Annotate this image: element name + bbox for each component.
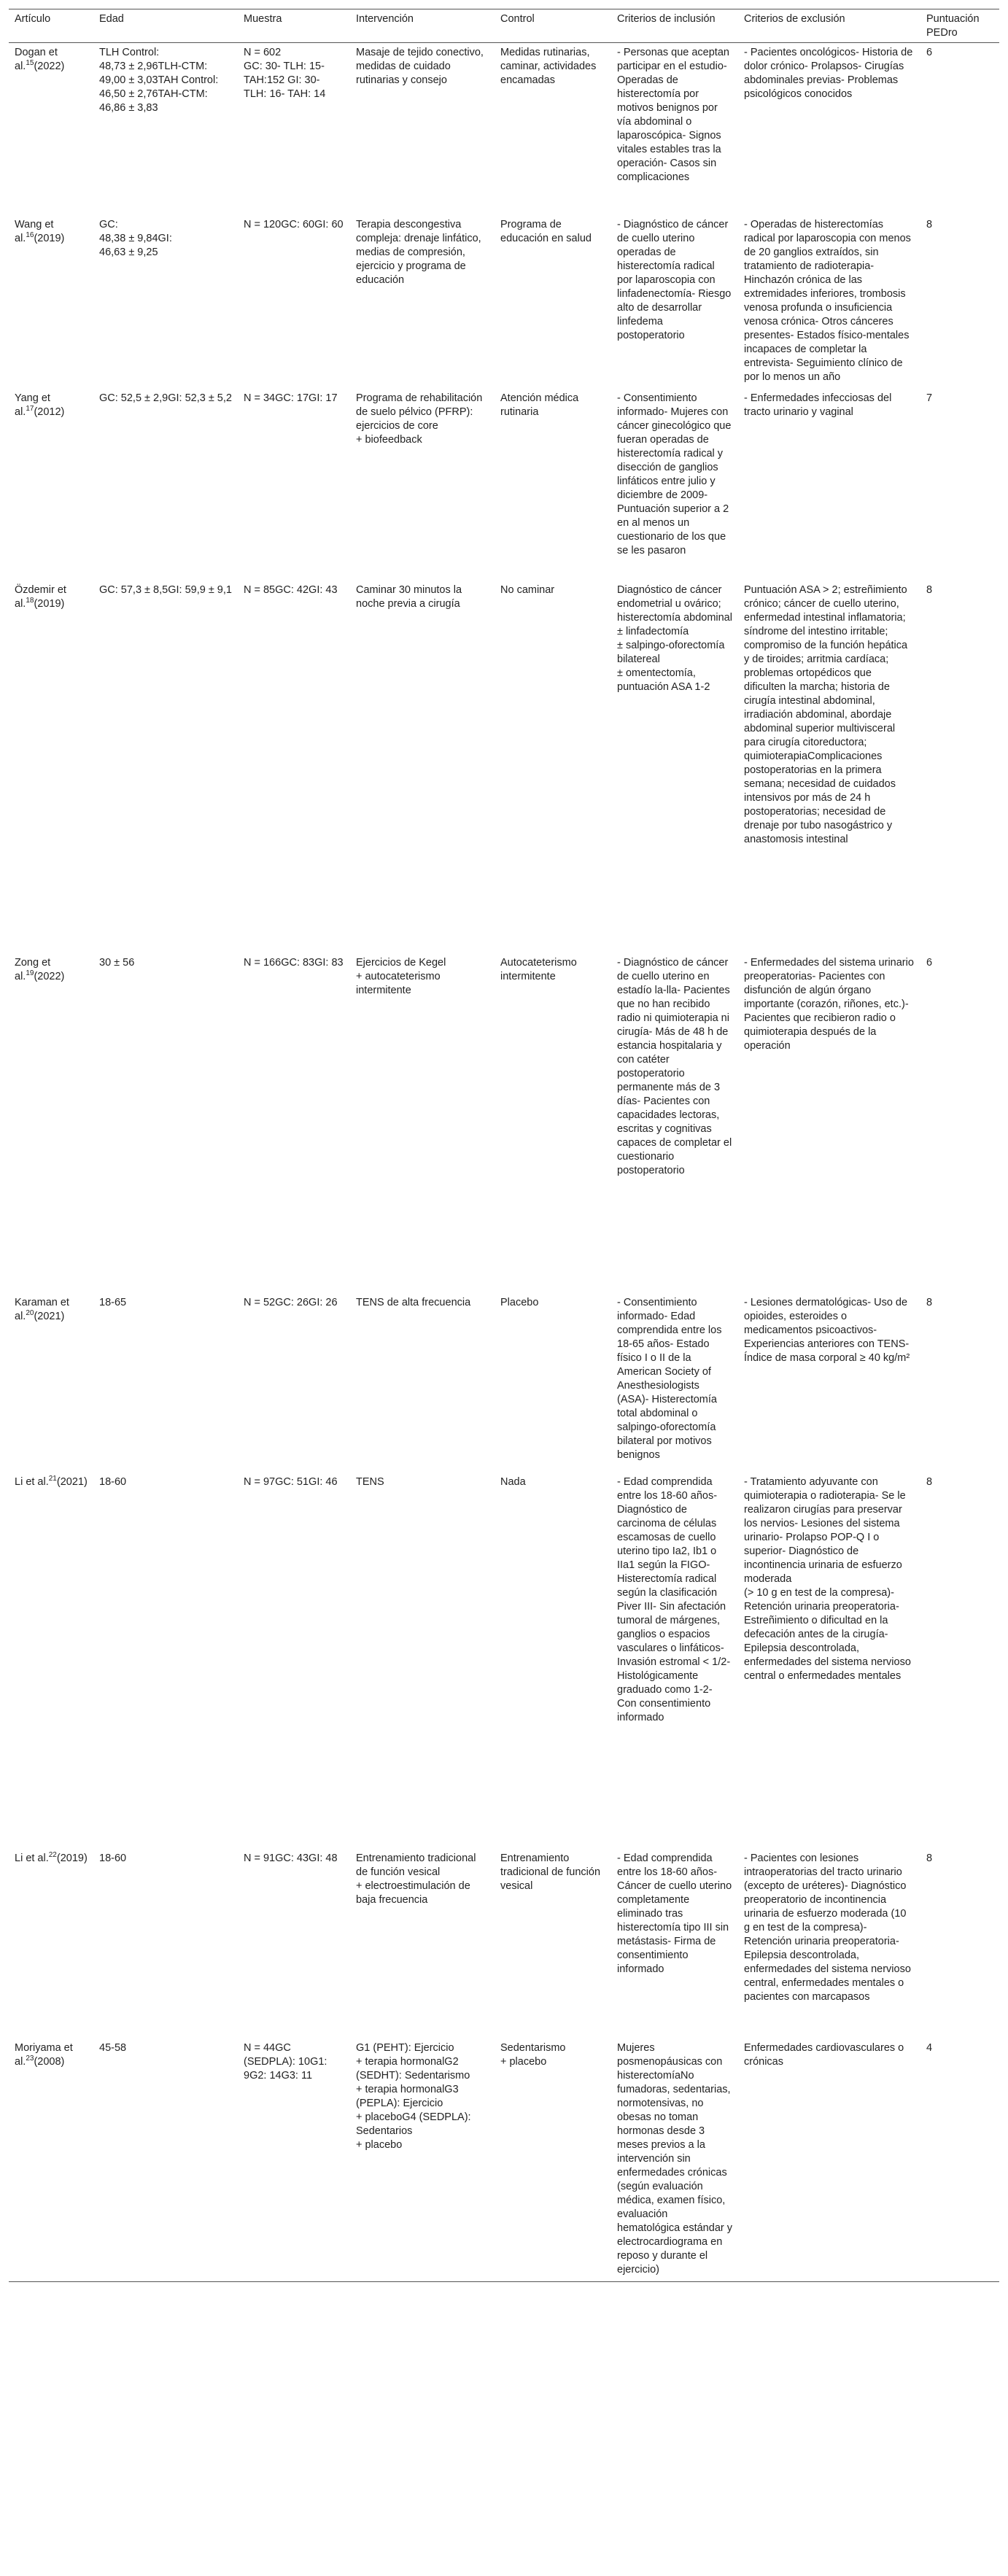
cell-criterios-exclusion: - Enfermedades infecciosas del tracto urinario y vaginal xyxy=(744,392,892,418)
cell-articulo xyxy=(9,953,93,1293)
cell-criterios-exclusion: - Lesiones dermatológicas- Uso de opioides, esteroides o medicamentos psicoactivos- Experiencias anteriores con TENS- Índice de masa corporal ≥ 40 kg/m² xyxy=(744,1296,910,1364)
cell-articulo xyxy=(9,2038,93,2282)
cell-criterios-exclusion: - Enfermedades del sistema urinario preoperatorias- Pacientes con disfunción de algún órgano importante (corazón, riñones, etc.)- Pacientes que recibieron radio o quimioterapia después de la operación xyxy=(744,956,914,1052)
table-row xyxy=(9,389,999,581)
cell-edad: TLH Control: 48,73 ± 2,96TLH-CTM: 49,00 ± 3,03TAH Control: 46,50 ± 2,76TAH-CTM: 46,86 ± 3,83 xyxy=(99,47,219,114)
cell-articulo xyxy=(9,1293,93,1473)
reference-number: 22 xyxy=(48,1850,57,1859)
cell-criterios-exclusion: - Tratamiento adyuvante con quimioterapia o radioterapia- Se le realizaron cirugías para preservar los nervios- Lesiones del sistema urinario- Prolapso POP-Q I o superior- Diagnóstico de incontinencia urinaria de esfuerzo moderada (> 10 g en test de la compresa)- Retención urinaria preoperatoria- Estreñimiento o dificultad en la defecación antes de la cirugía- Epilepsia descontrolada, enfermedades del sistema nervioso central o enfermedades mentales xyxy=(744,1475,911,1682)
cell-control: No caminar xyxy=(500,583,555,596)
cell-criterios-inclusion: - Consentimiento informado- Edad comprendida entre los 18-65 años- Estado físico I o II de la American Society of Anesthesiologists (ASA)- Histerectomía total abdominal o salpingo-oforectomía bilateral por motivos benignos xyxy=(617,1296,722,1461)
cell-puntuacion-pedro: 6 xyxy=(926,956,933,969)
cell-control: Entrenamiento tradicional de función vesical xyxy=(500,1852,601,1892)
cell-control: Nada xyxy=(500,1475,526,1488)
header-puntuacion-pedro: Puntuación PEDro xyxy=(920,9,999,43)
reference-number: 15 xyxy=(26,59,34,68)
cell-articulo xyxy=(9,1473,93,1849)
header-intervencion: Intervención xyxy=(350,9,495,43)
cell-muestra: N = 52GC: 26GI: 26 xyxy=(244,1296,338,1308)
table-row xyxy=(9,1849,999,2038)
author-text: Yang et al. xyxy=(15,392,50,418)
cell-articulo xyxy=(9,43,93,215)
cell-intervencion: Terapia descongestiva compleja: drenaje linfático, medias de compresión, ejercicio y programa de educación xyxy=(356,218,481,286)
reference-number: 20 xyxy=(26,1308,34,1317)
reference-number: 21 xyxy=(48,1474,57,1483)
author-text: Zong et al. xyxy=(15,956,51,982)
header-muestra: Muestra xyxy=(238,9,350,43)
cell-control: Placebo xyxy=(500,1296,539,1308)
author-text: Wang et al. xyxy=(15,218,54,244)
table-header-row xyxy=(9,9,999,43)
year-text: (2021) xyxy=(56,1475,88,1488)
table-row xyxy=(9,215,999,389)
year-text: (2019) xyxy=(56,1852,88,1864)
cell-puntuacion-pedro: 8 xyxy=(926,1296,933,1308)
cell-intervencion: Programa de rehabilitación de suelo pélvico (PFRP): ejercicios de core + biofeedback xyxy=(356,392,483,446)
cell-criterios-inclusion: - Diagnóstico de cáncer de cuello uterino operadas de histerectomía radical por laparoscopia con linfadenectomía- Riesgo alto de desarrollar linfedema postoperatorio xyxy=(617,218,732,341)
year-text: (2021) xyxy=(34,1310,65,1322)
cell-control: Programa de educación en salud xyxy=(500,218,592,244)
year-text: (2022) xyxy=(34,61,65,72)
reference-number: 16 xyxy=(26,230,34,239)
year-text: (2019) xyxy=(34,597,65,610)
cell-articulo xyxy=(9,215,93,389)
cell-control: Autocateterismo intermitente xyxy=(500,956,577,982)
cell-intervencion: Caminar 30 minutos la noche previa a cirugía xyxy=(356,583,462,610)
cell-criterios-inclusion: - Personas que aceptan participar en el estudio- Operadas de histerectomía por motivos benignos por vía abdominal o laparoscópica- Signos vitales estables tras la operación- Casos sin complicaciones xyxy=(617,47,729,183)
cell-criterios-exclusion: - Operadas de histerectomías radical por laparoscopia con menos de 20 ganglios extraídos, sin tratamiento de radioterapia- Hinchazón crónica de las extremidades inferiores, trombosis venosa profunda o insuficiencia venosa crónica- Otros cánceres presentes- Estados físico-mentales incapaces de completar la entrevista- Seguimiento clínico de por lo menos un año xyxy=(744,218,911,383)
table-row xyxy=(9,1293,999,1473)
studies-table xyxy=(9,9,999,2282)
cell-criterios-inclusion: Diagnóstico de cáncer endometrial u ovárico; histerectomía abdominal ± linfadectomía ± salpingo-oforectomía bilatereal ± omentectomía, puntuación ASA 1-2 xyxy=(617,583,732,693)
reference-number: 18 xyxy=(26,596,34,605)
cell-muestra: N = 85GC: 42GI: 43 xyxy=(244,583,338,596)
table-row xyxy=(9,2038,999,2282)
cell-puntuacion-pedro: 7 xyxy=(926,392,933,404)
cell-edad: 18-65 xyxy=(99,1296,127,1308)
cell-control: Sedentarismo + placebo xyxy=(495,2038,611,2282)
table-row xyxy=(9,1473,999,1849)
author-text: Dogan et al. xyxy=(15,47,58,72)
cell-muestra: N = 34GC: 17GI: 17 xyxy=(244,392,338,404)
header-edad: Edad xyxy=(93,9,238,43)
year-text: (2008) xyxy=(34,2055,65,2068)
cell-puntuacion-pedro: 8 xyxy=(926,583,933,596)
cell-puntuacion-pedro: 8 xyxy=(926,1852,933,1864)
cell-muestra: N = 120GC: 60GI: 60 xyxy=(244,218,344,230)
cell-intervencion: G1 (PEHT): Ejercicio + terapia hormonalG2 (SEDHT): Sedentarismo + terapia hormonalG3 (PEPLA): Ejercicio + placeboG4 (SEDPLA): Sedentarios + placebo xyxy=(350,2038,495,2282)
cell-puntuacion-pedro: 8 xyxy=(926,1475,933,1488)
cell-intervencion: Masaje de tejido conectivo, medidas de cuidado rutinarias y consejo xyxy=(356,47,484,86)
cell-edad: GC: 52,5 ± 2,9GI: 52,3 ± 5,2 xyxy=(99,392,232,404)
reference-number: 23 xyxy=(26,2054,34,2063)
year-text: (2019) xyxy=(34,232,65,244)
cell-edad: 18-60 xyxy=(99,1475,127,1488)
cell-muestra: N = 97GC: 51GI: 46 xyxy=(244,1475,338,1488)
cell-edad: GC: 48,38 ± 9,84GI: 46,63 ± 9,25 xyxy=(99,218,172,258)
cell-articulo xyxy=(9,389,93,581)
cell-edad: 18-60 xyxy=(99,1852,127,1864)
cell-articulo xyxy=(9,1849,93,2038)
cell-control: Medidas rutinarias, caminar, actividades encamadas xyxy=(500,47,597,86)
year-text: (2022) xyxy=(34,970,65,982)
header-articulo: Artículo xyxy=(9,9,93,43)
table-row xyxy=(9,581,999,953)
header-criterios-exclusion: Criterios de exclusión xyxy=(738,9,920,43)
year-text: (2012) xyxy=(34,406,65,418)
reference-number: 19 xyxy=(26,969,34,977)
cell-criterios-inclusion: - Consentimiento informado- Mujeres con cáncer ginecológico que fueran operadas de histerectomía radical y disección de ganglios linfáticos entre julio y diciembre de 2009- Puntuación superior a 2 en al menos un cuestionario de los que se les pasaron xyxy=(617,392,732,556)
cell-intervencion: TENS de alta frecuencia xyxy=(356,1296,471,1308)
cell-puntuacion-pedro: 8 xyxy=(926,218,933,230)
author-text: Li et al. xyxy=(15,1852,49,1864)
cell-muestra: N = 602 GC: 30- TLH: 15- TAH:152 GI: 30- TLH: 16- TAH: 14 xyxy=(244,47,326,100)
cell-intervencion: Entrenamiento tradicional de función vesical + electroestimulación de baja frecuencia xyxy=(356,1852,476,1906)
header-criterios-inclusion: Criterios de inclusión xyxy=(611,9,738,43)
cell-criterios-inclusion: - Edad comprendida entre los 18-60 años- Cáncer de cuello uterino completamente eliminado tras histerectomía tipo III sin metástasis- Firma de consentimiento informado xyxy=(617,1852,732,1975)
author-text: Özdemir et al. xyxy=(15,583,66,610)
author-text: Li et al. xyxy=(15,1475,49,1488)
cell-criterios-exclusion: Puntuación ASA > 2; estreñimiento crónico; cáncer de cuello uterino, enfermedad intestinal inflamatoria; síndrome del intestino irritable; compromiso de la función hepática y de tiroides; arritmia cardíaca; problemas ortopédicos que dificulten la marcha; historia de cirugía intestinal abdominal, irradiación abdominal, abordaje abdominal superior multivisceral para cirugía citoreductora; quimioterapiaComplicaciones postoperatorias en la primera semana; necesidad de cuidados intensivos por más de 24 h postoperatorias; necesidad de drenaje por tubo nasogástrico y anastomosis intestinal xyxy=(744,583,908,845)
cell-edad: 30 ± 56 xyxy=(99,956,135,969)
cell-intervencion: Ejercicios de Kegel + autocateterismo intermitente xyxy=(356,956,446,996)
cell-puntuacion-pedro: 6 xyxy=(926,47,933,58)
cell-muestra: N = 166GC: 83GI: 83 xyxy=(244,956,344,969)
cell-criterios-exclusion: - Pacientes con lesiones intraoperatorias del tracto urinario (excepto de uréteres)- Diagnóstico preoperatorio de incontinencia urinaria de esfuerzo moderada (10 g en test de la compresa)- Retención urinaria preoperatoria- Epilepsia descontrolada, enfermedades del sistema nervioso central, enfermedades mentales o pacientes con marcapasos xyxy=(744,1852,911,2003)
author-text: Karaman et al. xyxy=(15,1296,69,1322)
cell-criterios-inclusion: - Edad comprendida entre los 18-60 años- Diagnóstico de carcinoma de células escamosas de cuello uterino tipo Ia2, Ib1 o IIa1 según la FIGO- Histerectomía radical según la clasificación Piver III- Sin afectación tumoral de márgenes, ganglios o espacios vasculares o linfáticos- Invasión estromal < 1/2- Histológicamente graduado como 1-2- Con consentimiento informado xyxy=(617,1475,731,1723)
cell-puntuacion-pedro: 4 xyxy=(920,2038,999,2282)
cell-articulo xyxy=(9,581,93,953)
reference-number: 17 xyxy=(26,404,34,413)
header-control: Control xyxy=(495,9,611,43)
cell-criterios-inclusion: Mujeres posmenopáusicas con histerectomíaNo fumadoras, sedentarias, normotensivas, no obesas no toman hormonas desde 3 meses previos a la intervención sin enfermedades crónicas (según evaluación médica, examen físico, evaluación hematológica estándar y electrocardiograma en reposo y durante el ejercicio) xyxy=(611,2038,738,2282)
author-text: Moriyama et al. xyxy=(15,2041,73,2068)
cell-control: Atención médica rutinaria xyxy=(500,392,579,418)
cell-edad: 45-58 xyxy=(93,2038,238,2282)
table-row xyxy=(9,953,999,1293)
table-row xyxy=(9,43,999,215)
cell-criterios-exclusion: Enfermedades cardiovasculares o crónicas xyxy=(738,2038,920,2282)
cell-edad: GC: 57,3 ± 8,5GI: 59,9 ± 9,1 xyxy=(99,583,232,596)
cell-criterios-inclusion: - Diagnóstico de cáncer de cuello uterino en estadío la-lla- Pacientes que no han recibido radio ni quimioterapia ni cirugía- Más de 48 h de estancia hospitalaria y con catéter postoperatorio permanente más de 3 días- Pacientes con capacidades lectoras, escritas y cognitivas capaces de completar el cuestionario postoperatorio xyxy=(617,956,732,1176)
cell-muestra: N = 44GC (SEDPLA): 10G1: 9G2: 14G3: 11 xyxy=(238,2038,350,2282)
cell-intervencion: TENS xyxy=(356,1475,384,1488)
cell-criterios-exclusion: - Pacientes oncológicos- Historia de dolor crónico- Prolapsos- Cirugías abdominales previas- Problemas psicológicos conocidos xyxy=(744,47,913,100)
cell-muestra: N = 91GC: 43GI: 48 xyxy=(244,1852,338,1864)
